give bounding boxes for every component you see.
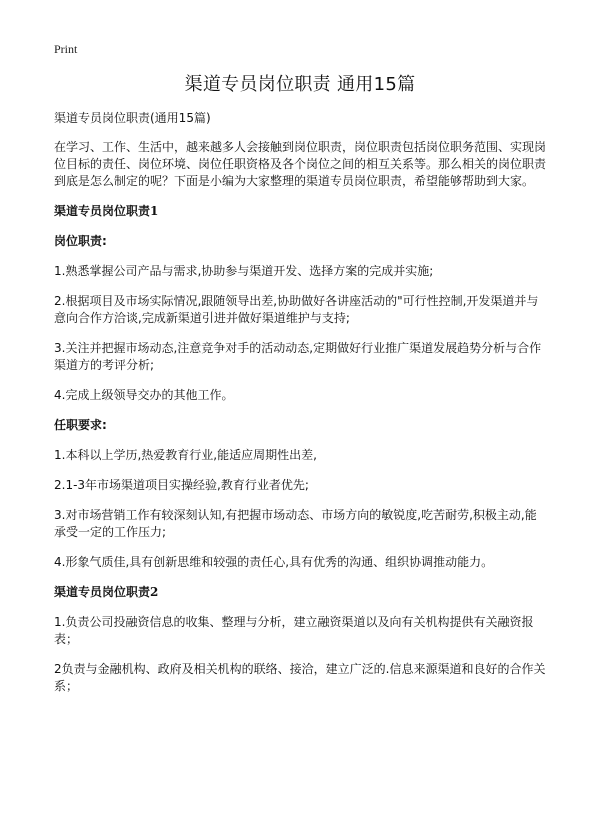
section-heading-1: 渠道专员岗位职责1 <box>54 204 159 218</box>
duties-heading: 岗位职责: <box>54 234 107 248</box>
requirement-item: 3.对市场营销工作有较深刻认知,有把握市场动态、市场方向的敏锐度,吃苦耐劳,积极主动,能承受一定的工作压力; <box>54 508 537 539</box>
intro-paragraph: 在学习、工作、生活中，越来越多人会接触到岗位职责，岗位职责包括岗位职务范围、实现岗位目标的责任、岗位环境、岗位任职资格及各个岗位之间的相互关系等。那么相关的岗位职责到底是怎么制定的呢？下面是小编为大家整理的渠道专员岗位职责，希望能够帮助到大家。 <box>54 140 547 188</box>
print-link[interactable]: Print <box>54 42 78 56</box>
duty-item: 4.完成上级领导交办的其他工作。 <box>54 388 234 402</box>
requirement-item: 1.本科以上学历,热爱教育行业,能适应周期性出差, <box>54 448 317 462</box>
document-subtitle: 渠道专员岗位职责(通用15篇) <box>54 111 211 125</box>
requirement-item: 2.1-3年市场渠道项目实操经验,教育行业者优先; <box>54 478 309 492</box>
section2-item: 2负责与金融机构、政府及相关机构的联络、接洽，建立广泛的.信息来源渠道和良好的合作关系； <box>54 662 546 693</box>
page-title: 渠道专员岗位职责 通用15篇 <box>184 74 416 95</box>
requirement-item: 4.形象气质佳,具有创新思维和较强的责任心,具有优秀的沟通、组织协调推动能力。 <box>54 555 494 569</box>
section-heading-2: 渠道专员岗位职责2 <box>54 585 159 599</box>
duty-item: 2.根据项目及市场实际情况,跟随领导出差,协助做好各讲座活动的"可行性控制,开发渠道并与意向合作方洽谈,完成新渠道引进并做好渠道维护与支持; <box>54 294 539 325</box>
requirements-heading: 任职要求: <box>54 418 107 432</box>
section2-item: 1.负责公司投融资信息的收集、整理与分析，建立融资渠道以及向有关机构提供有关融资报表； <box>54 615 534 646</box>
duty-item: 1.熟悉掌握公司产品与需求,协助参与渠道开发、选择方案的完成并实施; <box>54 264 434 278</box>
duty-item: 3.关注并把握市场动态,注意竞争对手的活动动态,定期做好行业推广渠道发展趋势分析与合作渠道方的考评分析; <box>54 341 542 372</box>
